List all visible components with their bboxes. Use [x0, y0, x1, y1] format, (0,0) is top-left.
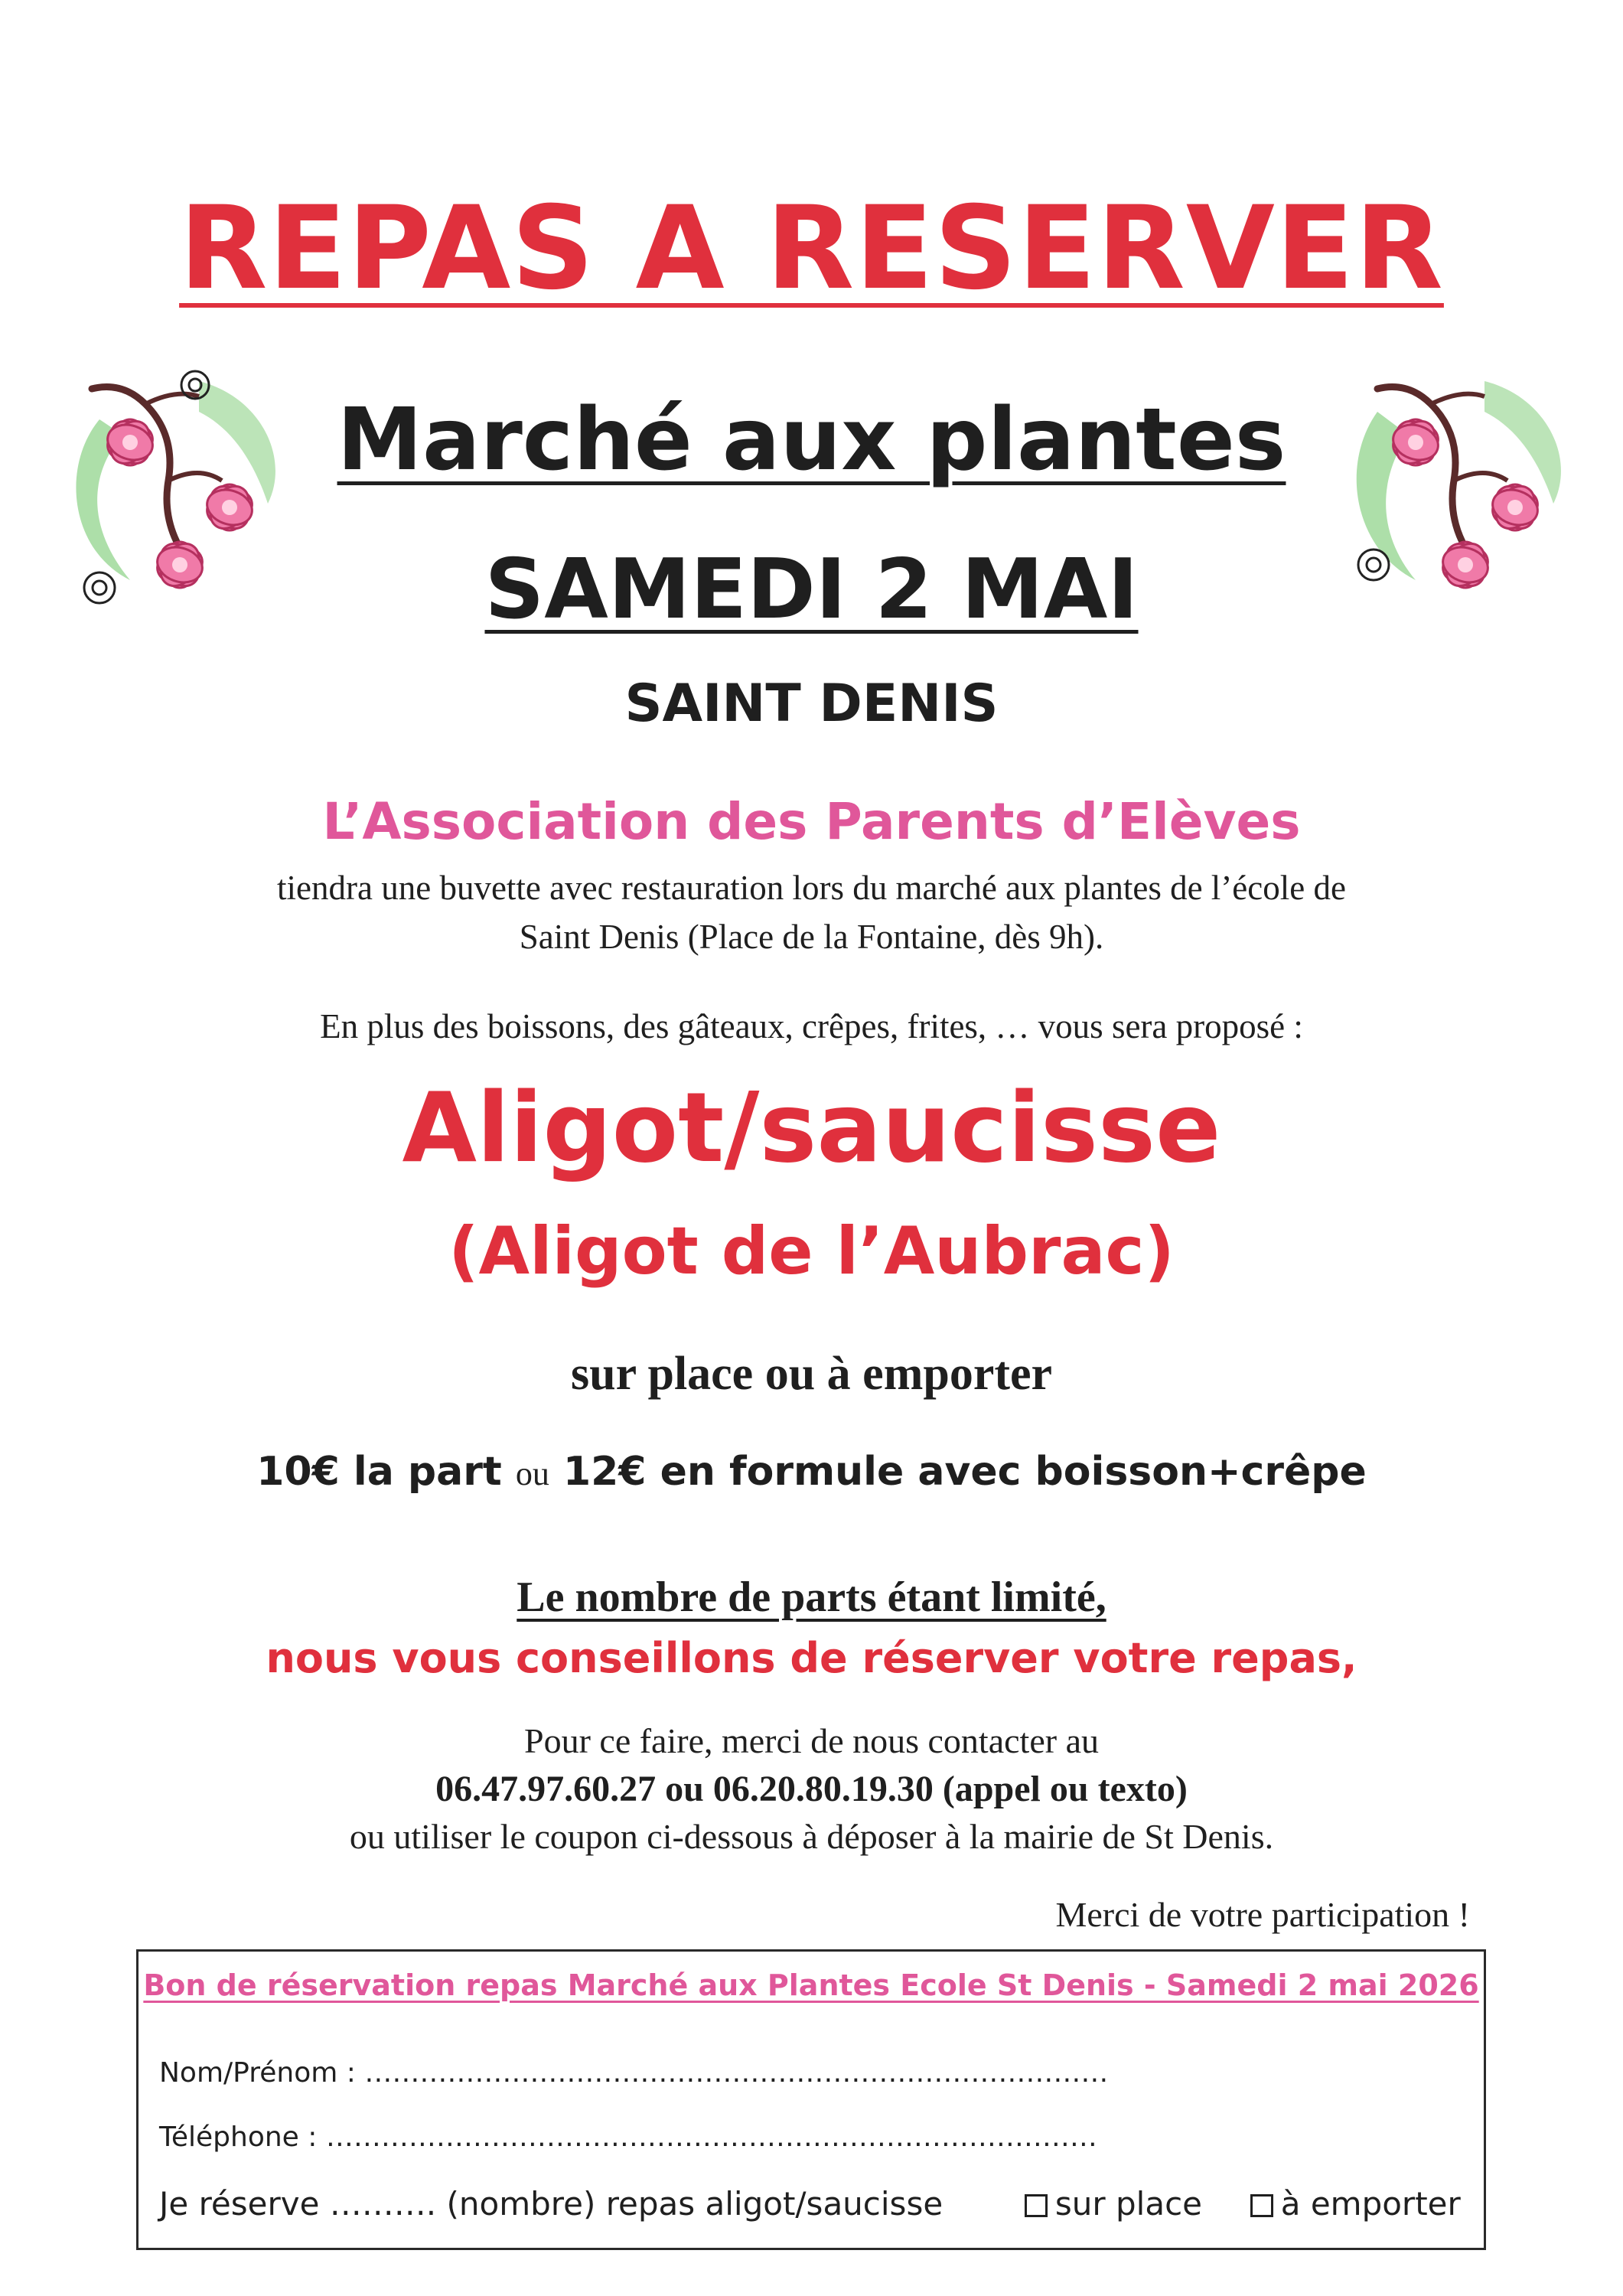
reservation-coupon: [136, 1949, 1486, 2250]
price-part: 10€ la part: [256, 1449, 502, 1495]
event-date-text: SAMEDI 2 MAI: [484, 542, 1139, 638]
service-options: sur place ou à emporter: [570, 1348, 1053, 1400]
contact-line-3: ou utiliser le coupon ci-dessous à déposer à la mairie de St Denis.: [349, 1817, 1274, 1856]
intro-text: [0, 863, 1623, 961]
coupon-title: [139, 1968, 1484, 2002]
takeaway-label: à emporter: [1280, 2185, 1461, 2223]
onsite-checkbox[interactable]: [1025, 2194, 1048, 2217]
event-date: [0, 542, 1623, 638]
event-name-text: Marché aux plantes: [337, 390, 1286, 490]
extras-text: En plus des boissons, des gâteaux, crêpes, frites, … vous sera proposé :: [320, 1007, 1303, 1045]
price-line: [0, 1449, 1623, 1495]
onsite-label: sur place: [1054, 2185, 1203, 2223]
event-place: SAINT DENIS: [624, 673, 999, 734]
intro-line-2: Saint Denis (Place de la Fontaine, dès 9h).: [519, 918, 1104, 956]
coupon-name-field[interactable]: Nom/Prénom : ………………………………………………………………………: [159, 2057, 1109, 2089]
event-name: [0, 390, 1623, 490]
reservation-advice: nous vous conseillons de réserver votre repas,: [266, 1634, 1357, 1682]
price-formula: 12€ en formule avec boisson+crêpe: [562, 1449, 1367, 1495]
price-or: ou: [515, 1455, 549, 1492]
main-title-text: REPAS A RESERVER: [179, 182, 1444, 315]
main-title: [0, 182, 1623, 315]
dish-name: Aligot/saucisse: [402, 1071, 1221, 1184]
thanks-text: Merci de votre participation !: [1055, 1895, 1470, 1934]
coupon-reserve-line: [159, 2185, 1461, 2223]
coupon-quantity-field[interactable]: Je réserve ………. (nombre) repas aligot/saucisse: [159, 2185, 943, 2223]
limited-notice-text: Le nombre de parts étant limité,: [517, 1574, 1106, 1621]
takeaway-checkbox[interactable]: [1250, 2194, 1273, 2217]
coupon-phone-field[interactable]: Téléphone : …………………………………………………………………………: [159, 2122, 1097, 2153]
limited-notice: [0, 1573, 1623, 1622]
dish-origin: (Aligot de l’Aubrac): [448, 1213, 1175, 1290]
coupon-title-text: Bon de réservation repas Marché aux Plantes Ecole St Denis - Samedi 2 mai 2026: [143, 1968, 1479, 2002]
contact-phones: 06.47.97.60.27 ou 06.20.80.19.30 (appel ou texto): [435, 1769, 1188, 1809]
association-name: L’Association des Parents d’Elèves: [322, 792, 1301, 851]
contact-line-1: Pour ce faire, merci de nous contacter au: [524, 1721, 1099, 1760]
intro-line-1: tiendra une buvette avec restauration lors du marché aux plantes de l’école de: [277, 869, 1346, 907]
